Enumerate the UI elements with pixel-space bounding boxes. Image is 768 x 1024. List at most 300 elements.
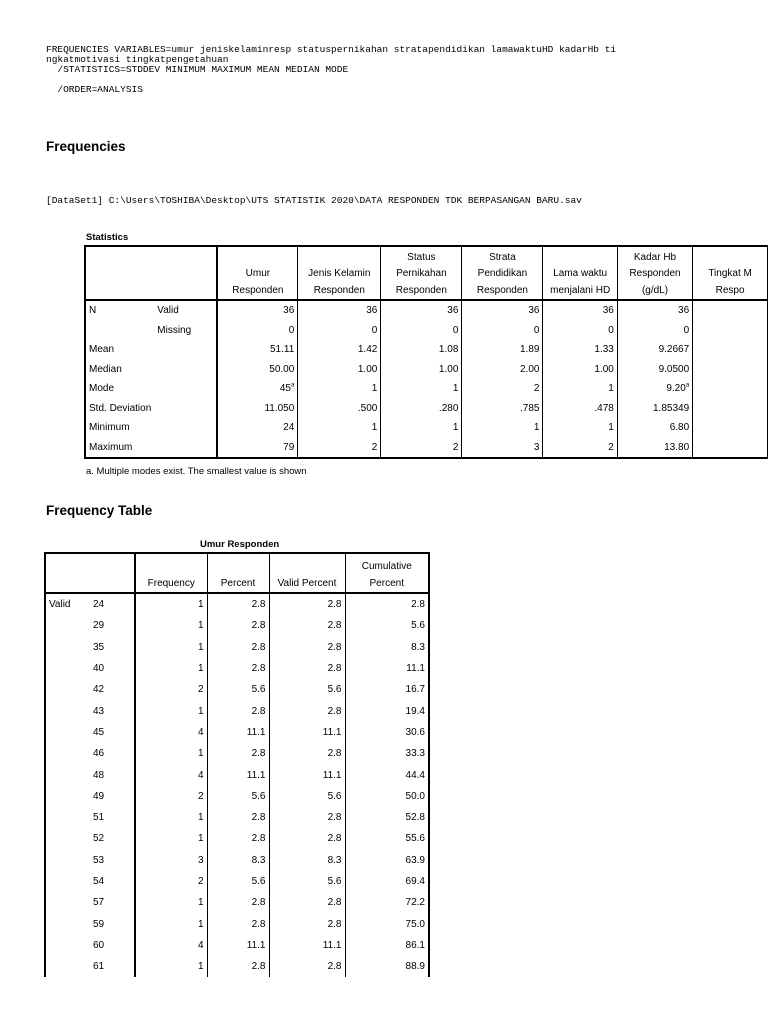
table-cell <box>381 399 462 419</box>
table-cell: 88.9 <box>345 956 429 977</box>
row-label: Minimum <box>89 422 130 434</box>
table-cell <box>617 379 692 399</box>
header-line: Responden <box>476 284 528 296</box>
table-cell: 1 <box>135 892 207 913</box>
row-group-label <box>45 637 90 658</box>
table-row <box>85 300 768 321</box>
table-cell: 5.6 <box>269 679 345 700</box>
table-cell: 2.8 <box>269 700 345 721</box>
table-cell <box>217 438 297 459</box>
table-cell: 16.7 <box>345 679 429 700</box>
cell-value: 1 <box>452 383 459 395</box>
cell-value: 2 <box>608 441 614 453</box>
table-cell: 11.1 <box>269 935 345 956</box>
table-cell <box>543 321 617 341</box>
table-cell: 69.4 <box>345 871 429 892</box>
frequency-title: Umur Responden <box>200 539 280 550</box>
table-cell <box>543 438 617 459</box>
table-cell: 19.4 <box>345 700 429 721</box>
table-cell <box>693 379 768 399</box>
table-cell <box>543 418 617 438</box>
row-sublabel <box>154 438 217 459</box>
table-cell: 1 <box>135 615 207 636</box>
table-cell: 2.8 <box>269 913 345 934</box>
cell-value: 36 <box>366 305 378 317</box>
footnote-marker: a <box>290 382 295 389</box>
table-row <box>45 871 429 892</box>
row-value-label: 29 <box>90 615 135 636</box>
table-cell <box>217 340 297 360</box>
syntax-line: /STATISTICS=STDDEV MINIMUM MAXIMUM MEAN MEDIAN MODE <box>46 64 349 75</box>
column-header <box>543 246 617 300</box>
table-cell <box>693 438 768 459</box>
table-cell: 2.8 <box>269 743 345 764</box>
row-group-label <box>45 807 90 828</box>
cell-value: 1 <box>371 422 378 434</box>
cell-value: 11.050 <box>264 402 295 414</box>
table-cell <box>617 438 692 459</box>
column-header <box>345 553 429 593</box>
table-cell: 1 <box>135 658 207 679</box>
row-sublabel <box>154 418 217 438</box>
table-cell <box>462 399 543 419</box>
table-cell: 2.8 <box>269 828 345 849</box>
table-cell <box>217 379 297 399</box>
table-cell: 2.8 <box>269 615 345 636</box>
table-row <box>45 850 429 871</box>
cell-value: 13.80 <box>664 441 690 453</box>
table-cell <box>462 321 543 341</box>
table-row <box>85 438 768 459</box>
cell-value: 51.11 <box>270 344 295 356</box>
header-line: Respo <box>715 284 745 296</box>
row-sublabel <box>154 399 217 419</box>
cell-value: .478 <box>594 402 614 414</box>
row-group-label <box>45 615 90 636</box>
cell-value: 24 <box>283 422 295 434</box>
cell-value: 36 <box>528 305 540 317</box>
table-cell <box>217 360 297 380</box>
table-cell: 2.8 <box>207 593 269 615</box>
table-cell: 2.8 <box>207 658 269 679</box>
table-cell: 44.4 <box>345 764 429 785</box>
table-cell: 8.3 <box>345 637 429 658</box>
table-cell: 30.6 <box>345 722 429 743</box>
table-cell: 2.8 <box>345 593 429 615</box>
table-row <box>45 786 429 807</box>
cell-value: 0 <box>288 324 295 336</box>
header-line: Kadar Hb <box>633 251 677 263</box>
table-cell <box>298 360 381 380</box>
syntax-line: ngkatmotivasi tingkatpengetahuan <box>46 54 229 65</box>
table-cell: 1 <box>135 807 207 828</box>
table-cell: 2.8 <box>207 956 269 977</box>
table-cell <box>381 321 462 341</box>
table-cell <box>381 379 462 399</box>
stub-header <box>85 246 217 300</box>
table-cell <box>543 360 617 380</box>
statistics-table <box>84 245 768 459</box>
table-row <box>45 828 429 849</box>
table-row <box>45 743 429 764</box>
footnote-marker: a <box>685 382 690 389</box>
table-row <box>45 658 429 679</box>
row-value-label: 48 <box>90 764 135 785</box>
row-value-label: 40 <box>90 658 135 679</box>
column-header <box>693 246 768 300</box>
header-line: Responden <box>395 284 447 296</box>
table-cell: 2.8 <box>207 637 269 658</box>
column-header <box>207 553 269 593</box>
table-cell: 8.3 <box>207 850 269 871</box>
cell-value: 2 <box>371 441 378 453</box>
column-header <box>269 553 345 593</box>
table-cell <box>462 360 543 380</box>
cell-value: 1.08 <box>438 344 459 356</box>
table-cell: 5.6 <box>207 786 269 807</box>
cell-value: 3 <box>533 441 540 453</box>
row-group-label <box>45 871 90 892</box>
cell-value: 1.33 <box>594 344 614 356</box>
table-row <box>85 340 768 360</box>
table-cell: 2.8 <box>207 913 269 934</box>
syntax-block <box>46 45 616 95</box>
row-value-label: 59 <box>90 913 135 934</box>
table-row <box>85 399 768 419</box>
row-value-label: 43 <box>90 700 135 721</box>
table-cell <box>462 300 543 321</box>
table-row <box>45 722 429 743</box>
table-cell <box>693 360 768 380</box>
table-cell <box>217 300 297 321</box>
table-cell: 2 <box>135 871 207 892</box>
cell-value: 1 <box>608 383 614 395</box>
cell-value: .280 <box>438 402 459 414</box>
row-label: Std. Deviation <box>89 402 152 414</box>
cell-value: 79 <box>283 441 295 453</box>
table-cell <box>381 438 462 459</box>
cell-value: 1.42 <box>357 344 378 356</box>
cell-value: 0 <box>371 324 378 336</box>
cell-value: 2 <box>533 383 540 395</box>
row-group-label <box>45 850 90 871</box>
cell-value: 0 <box>608 324 614 336</box>
row-sublabel: Missing <box>154 321 217 341</box>
table-row <box>45 935 429 956</box>
row-sublabel <box>154 379 217 399</box>
table-cell: 3 <box>135 850 207 871</box>
column-header <box>381 246 462 300</box>
cell-value: 1.85349 <box>653 402 690 414</box>
table-row <box>85 321 768 341</box>
row-sublabel <box>154 360 217 380</box>
table-cell: 5.6 <box>269 786 345 807</box>
row-group-label <box>45 700 90 721</box>
table-cell: 1 <box>135 913 207 934</box>
cell-value: 1 <box>371 383 378 395</box>
table-cell: 8.3 <box>269 850 345 871</box>
table-cell <box>381 340 462 360</box>
header-line: Responden <box>313 284 365 296</box>
row-group-label <box>45 743 90 764</box>
cell-value: 6.80 <box>669 422 690 434</box>
column-header <box>135 553 207 593</box>
row-group-label <box>45 679 90 700</box>
table-cell <box>693 399 768 419</box>
table-cell: 1 <box>135 593 207 615</box>
row-group-label <box>45 956 90 977</box>
table-cell: 1 <box>135 956 207 977</box>
row-group-label <box>45 935 90 956</box>
table-cell: 2.8 <box>269 593 345 615</box>
table-cell <box>217 321 297 341</box>
cell-value: 0 <box>683 324 690 336</box>
table-cell: 75.0 <box>345 913 429 934</box>
table-row <box>45 700 429 721</box>
row-label: Mean <box>89 344 115 356</box>
row-group-label: Valid <box>49 599 71 611</box>
header-line: Percent <box>220 577 256 589</box>
row-group-label <box>45 913 90 934</box>
table-row <box>45 956 429 977</box>
dataset-path: [DataSet1] C:\Users\TOSHIBA\Desktop\UTS STATISTIK 2020\DATA RESPONDEN TDK BERPASANGAN BARU.sav <box>46 195 582 206</box>
table-cell: 2.8 <box>207 700 269 721</box>
cell-value: 50.00 <box>269 363 295 375</box>
table-row <box>45 637 429 658</box>
table-cell <box>617 418 692 438</box>
row-sublabel: Valid <box>154 300 217 321</box>
table-row <box>45 764 429 785</box>
table-cell: 55.6 <box>345 828 429 849</box>
header-line: Umur <box>245 268 271 279</box>
cell-value: 0 <box>533 324 540 336</box>
table-cell <box>617 399 692 419</box>
table-cell <box>617 300 692 321</box>
statistics-title: Statistics <box>86 232 129 243</box>
row-value-label: 24 <box>90 593 135 615</box>
cell-value: 1 <box>452 422 459 434</box>
cell-value: 36 <box>283 305 295 317</box>
row-value-label: 60 <box>90 935 135 956</box>
row-group-label <box>45 786 90 807</box>
table-cell: 1 <box>135 828 207 849</box>
table-cell: 52.8 <box>345 807 429 828</box>
table-cell: 2.8 <box>207 828 269 849</box>
table-cell: 5.6 <box>207 871 269 892</box>
table-cell <box>381 418 462 438</box>
cell-value: 1.00 <box>357 363 378 375</box>
header-line: Strata <box>489 251 516 263</box>
row-label: N <box>89 305 97 317</box>
row-label <box>85 321 154 341</box>
table-cell: 2.8 <box>207 892 269 913</box>
cell-value: .785 <box>519 402 540 414</box>
cell-value: 1 <box>533 422 540 434</box>
table-row <box>85 379 768 399</box>
stub-header <box>45 553 135 593</box>
row-value-label: 46 <box>90 743 135 764</box>
table-row <box>85 418 768 438</box>
row-label: Maximum <box>89 441 133 453</box>
table-cell: 11.1 <box>345 658 429 679</box>
table-cell <box>617 360 692 380</box>
row-value-label: 54 <box>90 871 135 892</box>
frequencies-heading: Frequencies <box>46 139 126 154</box>
table-cell: 2.8 <box>269 892 345 913</box>
table-row <box>85 360 768 380</box>
table-cell: 4 <box>135 935 207 956</box>
header-line: Responden <box>232 284 284 296</box>
row-group-label <box>45 722 90 743</box>
cell-value: 2 <box>452 441 459 453</box>
row-value-label: 49 <box>90 786 135 807</box>
header-line: Responden <box>629 268 681 279</box>
table-cell <box>693 340 768 360</box>
frequency-table <box>44 552 430 977</box>
column-header <box>217 246 297 300</box>
cell-value: 2.00 <box>519 363 540 375</box>
table-cell: 2.8 <box>207 743 269 764</box>
table-cell: 11.1 <box>207 764 269 785</box>
row-group-label <box>45 764 90 785</box>
statistics-footnote: a. Multiple modes exist. The smallest value is shown <box>86 466 307 477</box>
table-cell: 63.9 <box>345 850 429 871</box>
header-line: Lama waktu <box>553 268 608 279</box>
header-line: Percent <box>369 577 404 589</box>
header-line: Cumulative <box>361 561 412 572</box>
table-cell <box>381 300 462 321</box>
header-line: Pernikahan <box>396 268 447 279</box>
header-line: menjalani HD <box>550 284 611 296</box>
table-cell: 2 <box>135 679 207 700</box>
table-cell <box>462 438 543 459</box>
table-cell <box>217 399 297 419</box>
table-cell <box>693 300 768 321</box>
table-cell <box>617 321 692 341</box>
cell-value: 1.00 <box>594 363 614 375</box>
table-cell <box>543 379 617 399</box>
table-row <box>45 593 429 615</box>
table-cell <box>298 300 381 321</box>
row-value-label: 45 <box>90 722 135 743</box>
table-cell: 2.8 <box>207 615 269 636</box>
table-row <box>45 807 429 828</box>
table-cell <box>298 418 381 438</box>
table-cell <box>693 418 768 438</box>
table-cell: 4 <box>135 722 207 743</box>
syntax-line: FREQUENCIES VARIABLES=umur jeniskelaminresp statuspernikahan stratapendidikan lamawaktuHD kadarHb ti <box>46 44 617 55</box>
table-cell <box>298 321 381 341</box>
cell-value: 1.00 <box>438 363 459 375</box>
table-cell: 5.6 <box>345 615 429 636</box>
table-cell: 86.1 <box>345 935 429 956</box>
row-label: Median <box>89 363 122 375</box>
table-cell <box>617 340 692 360</box>
header-line: Tingkat M <box>708 268 752 279</box>
cell-value: 36 <box>602 305 614 317</box>
table-cell: 1 <box>135 743 207 764</box>
header-line: Status <box>407 251 436 263</box>
cell-value: 0 <box>452 324 459 336</box>
row-value-label: 52 <box>90 828 135 849</box>
table-cell: 2.8 <box>269 658 345 679</box>
row-value-label: 42 <box>90 679 135 700</box>
table-cell: 2.8 <box>269 637 345 658</box>
cell-value: 9.0500 <box>658 363 690 375</box>
header-line: Jenis Kelamin <box>308 268 371 279</box>
table-cell <box>543 340 617 360</box>
table-cell <box>693 321 768 341</box>
row-value-label: 35 <box>90 637 135 658</box>
header-line: Pendidikan <box>477 268 528 279</box>
table-cell: 5.6 <box>207 679 269 700</box>
table-row <box>45 913 429 934</box>
table-cell <box>217 418 297 438</box>
table-cell <box>298 438 381 459</box>
table-cell <box>462 379 543 399</box>
row-group-label <box>45 658 90 679</box>
table-cell: 72.2 <box>345 892 429 913</box>
table-cell: 4 <box>135 764 207 785</box>
cell-value: 1 <box>608 422 614 434</box>
table-cell <box>381 360 462 380</box>
table-cell <box>543 300 617 321</box>
table-cell: 5.6 <box>269 871 345 892</box>
row-value-label: 53 <box>90 850 135 871</box>
table-row <box>45 679 429 700</box>
column-header <box>617 246 692 300</box>
table-cell <box>298 399 381 419</box>
table-cell: 2.8 <box>207 807 269 828</box>
row-sublabel <box>154 340 217 360</box>
cell-value: 36 <box>678 305 690 317</box>
row-value-label: 51 <box>90 807 135 828</box>
cell-value: 9.2667 <box>658 344 690 356</box>
table-cell: 11.1 <box>207 722 269 743</box>
cell-value: 1.89 <box>519 344 540 356</box>
table-cell <box>462 340 543 360</box>
row-group-label <box>45 892 90 913</box>
header-line: Valid Percent <box>277 577 337 589</box>
table-cell: 2.8 <box>269 956 345 977</box>
header-line: Frequency <box>147 577 195 589</box>
table-cell: 1 <box>135 700 207 721</box>
cell-value: .500 <box>357 402 378 414</box>
cell-value: 9.20 <box>666 383 686 395</box>
table-cell <box>298 340 381 360</box>
table-cell <box>543 399 617 419</box>
table-row <box>45 615 429 636</box>
table-cell <box>298 379 381 399</box>
table-cell <box>462 418 543 438</box>
table-cell: 11.1 <box>269 722 345 743</box>
table-cell: 2 <box>135 786 207 807</box>
column-header <box>298 246 381 300</box>
column-header <box>462 246 543 300</box>
table-cell: 11.1 <box>269 764 345 785</box>
table-cell: 1 <box>135 637 207 658</box>
table-row <box>45 892 429 913</box>
table-cell: 50.0 <box>345 786 429 807</box>
cell-value: 45 <box>279 383 291 395</box>
row-value-label: 61 <box>90 956 135 977</box>
row-group-label <box>45 828 90 849</box>
header-line: (g/dL) <box>641 284 669 296</box>
frequency-table-heading: Frequency Table <box>46 503 153 518</box>
table-cell: 2.8 <box>269 807 345 828</box>
cell-value: 36 <box>447 305 459 317</box>
syntax-line: /ORDER=ANALYSIS <box>46 84 143 95</box>
